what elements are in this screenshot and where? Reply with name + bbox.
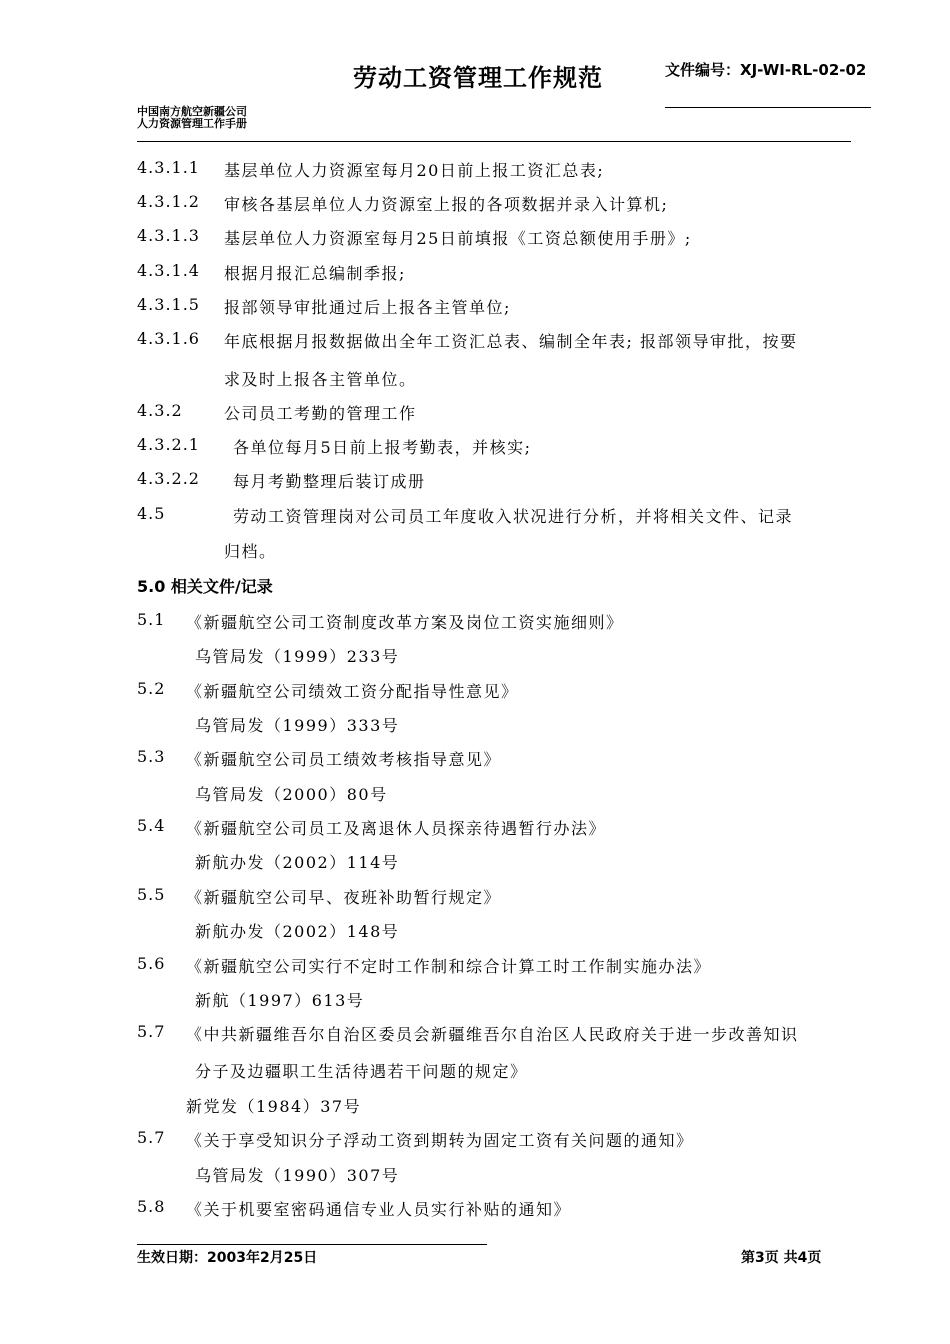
doc-number: 5.8 bbox=[137, 1197, 166, 1216]
item-number: 4.3.2 bbox=[137, 401, 183, 420]
doc-title: 《新疆航空公司实行不定时工作制和综合计算工时工作制实施办法》 bbox=[186, 957, 712, 976]
item-number: 4.3.1.5 bbox=[137, 295, 200, 314]
item-number: 4.3.2.2 bbox=[137, 469, 200, 488]
doc-reference: 新党发（1984）37号 bbox=[186, 1097, 362, 1116]
item-number: 4.3.1.3 bbox=[137, 226, 200, 245]
item-text: 各单位每月5日前上报考勤表，并核实; bbox=[233, 438, 532, 457]
doc-title-continued: 分子及边疆职工生活待遇若干问题的规定》 bbox=[195, 1062, 528, 1081]
doc-number: 5.6 bbox=[137, 954, 166, 973]
doc-number: 5.2 bbox=[137, 679, 166, 698]
item-text: 基层单位人力资源室每月20日前上报工资汇总表; bbox=[224, 161, 605, 180]
doc-title: 《关于享受知识分子浮动工资到期转为固定工资有关问题的通知》 bbox=[186, 1131, 694, 1150]
item-text-continued: 归档。 bbox=[224, 542, 277, 561]
doc-number: 5.3 bbox=[137, 747, 166, 766]
section-heading: 5.0 相关文件/记录 bbox=[137, 577, 273, 596]
doc-title: 《关于机要室密码通信专业人员实行补贴的通知》 bbox=[186, 1200, 572, 1219]
item-text: 公司员工考勤的管理工作 bbox=[224, 404, 417, 423]
document-number: 文件编号：XJ-WI-RL-02-02 bbox=[665, 61, 867, 79]
doc-reference: 乌管局发（2000）80号 bbox=[195, 785, 388, 804]
item-number: 4.3.1.4 bbox=[137, 261, 200, 280]
doc-title: 《新疆航空公司员工绩效考核指导意见》 bbox=[186, 750, 502, 769]
manual-name: 人力资源管理工作手册 bbox=[137, 117, 247, 130]
doc-reference: 新航办发（2002）114号 bbox=[195, 853, 400, 872]
item-text: 劳动工资管理岗对公司员工年度收入状况进行分析，并将相关文件、记录 bbox=[233, 507, 794, 526]
item-number: 4.3.1.1 bbox=[137, 158, 200, 177]
doc-number: 5.7 bbox=[137, 1022, 166, 1041]
item-text: 年底根据月报数据做出全年工资汇总表、编制全年表; 报部领导审批，按要 bbox=[224, 332, 798, 351]
doc-reference: 乌管局发（1999）333号 bbox=[195, 716, 400, 735]
footer-divider bbox=[137, 1244, 487, 1245]
item-text: 每月考勤整理后装订成册 bbox=[233, 472, 426, 491]
effective-date: 生效日期：2003年2月25日 bbox=[137, 1250, 318, 1266]
item-number: 4.3.2.1 bbox=[137, 435, 200, 454]
doc-number: 5.7 bbox=[137, 1128, 166, 1147]
item-number: 4.3.1.2 bbox=[137, 192, 200, 211]
doc-reference: 新航办发（2002）148号 bbox=[195, 922, 400, 941]
document-title: 劳动工资管理工作规范 bbox=[353, 64, 603, 92]
item-number: 4.5 bbox=[137, 504, 166, 523]
item-text: 基层单位人力资源室每月25日前填报《工资总额使用手册》; bbox=[224, 229, 692, 248]
page-number: 第3页 共4页 bbox=[741, 1250, 822, 1266]
item-text-continued: 求及时上报各主管单位。 bbox=[224, 370, 417, 389]
item-text: 报部领导审批通过后上报各主管单位; bbox=[224, 298, 511, 317]
doc-reference: 乌管局发（1990）307号 bbox=[195, 1166, 400, 1185]
doc-reference: 新航（1997）613号 bbox=[195, 991, 365, 1010]
item-text: 审核各基层单位人力资源室上报的各项数据并录入计算机; bbox=[224, 195, 669, 214]
document-number-underline bbox=[665, 107, 871, 108]
org-name: 中国南方航空新疆公司 bbox=[137, 105, 247, 118]
doc-number: 5.1 bbox=[137, 610, 166, 629]
item-number: 4.3.1.6 bbox=[137, 329, 200, 348]
doc-number: 5.5 bbox=[137, 885, 166, 904]
header-divider bbox=[137, 141, 851, 142]
doc-title: 《新疆航空公司早、夜班补助暂行规定》 bbox=[186, 888, 502, 907]
doc-reference: 乌管局发（1999）233号 bbox=[195, 647, 400, 666]
doc-title: 《新疆航空公司员工及离退休人员探亲待遇暂行办法》 bbox=[186, 819, 607, 838]
doc-title: 《新疆航空公司绩效工资分配指导性意见》 bbox=[186, 682, 519, 701]
item-text: 根据月报汇总编制季报; bbox=[224, 264, 406, 283]
doc-number: 5.4 bbox=[137, 816, 166, 835]
doc-title: 《新疆航空公司工资制度改革方案及岗位工资实施细则》 bbox=[186, 613, 624, 632]
doc-title: 《中共新疆维吾尔自治区委员会新疆维吾尔自治区人民政府关于进一步改善知识 bbox=[186, 1025, 799, 1044]
